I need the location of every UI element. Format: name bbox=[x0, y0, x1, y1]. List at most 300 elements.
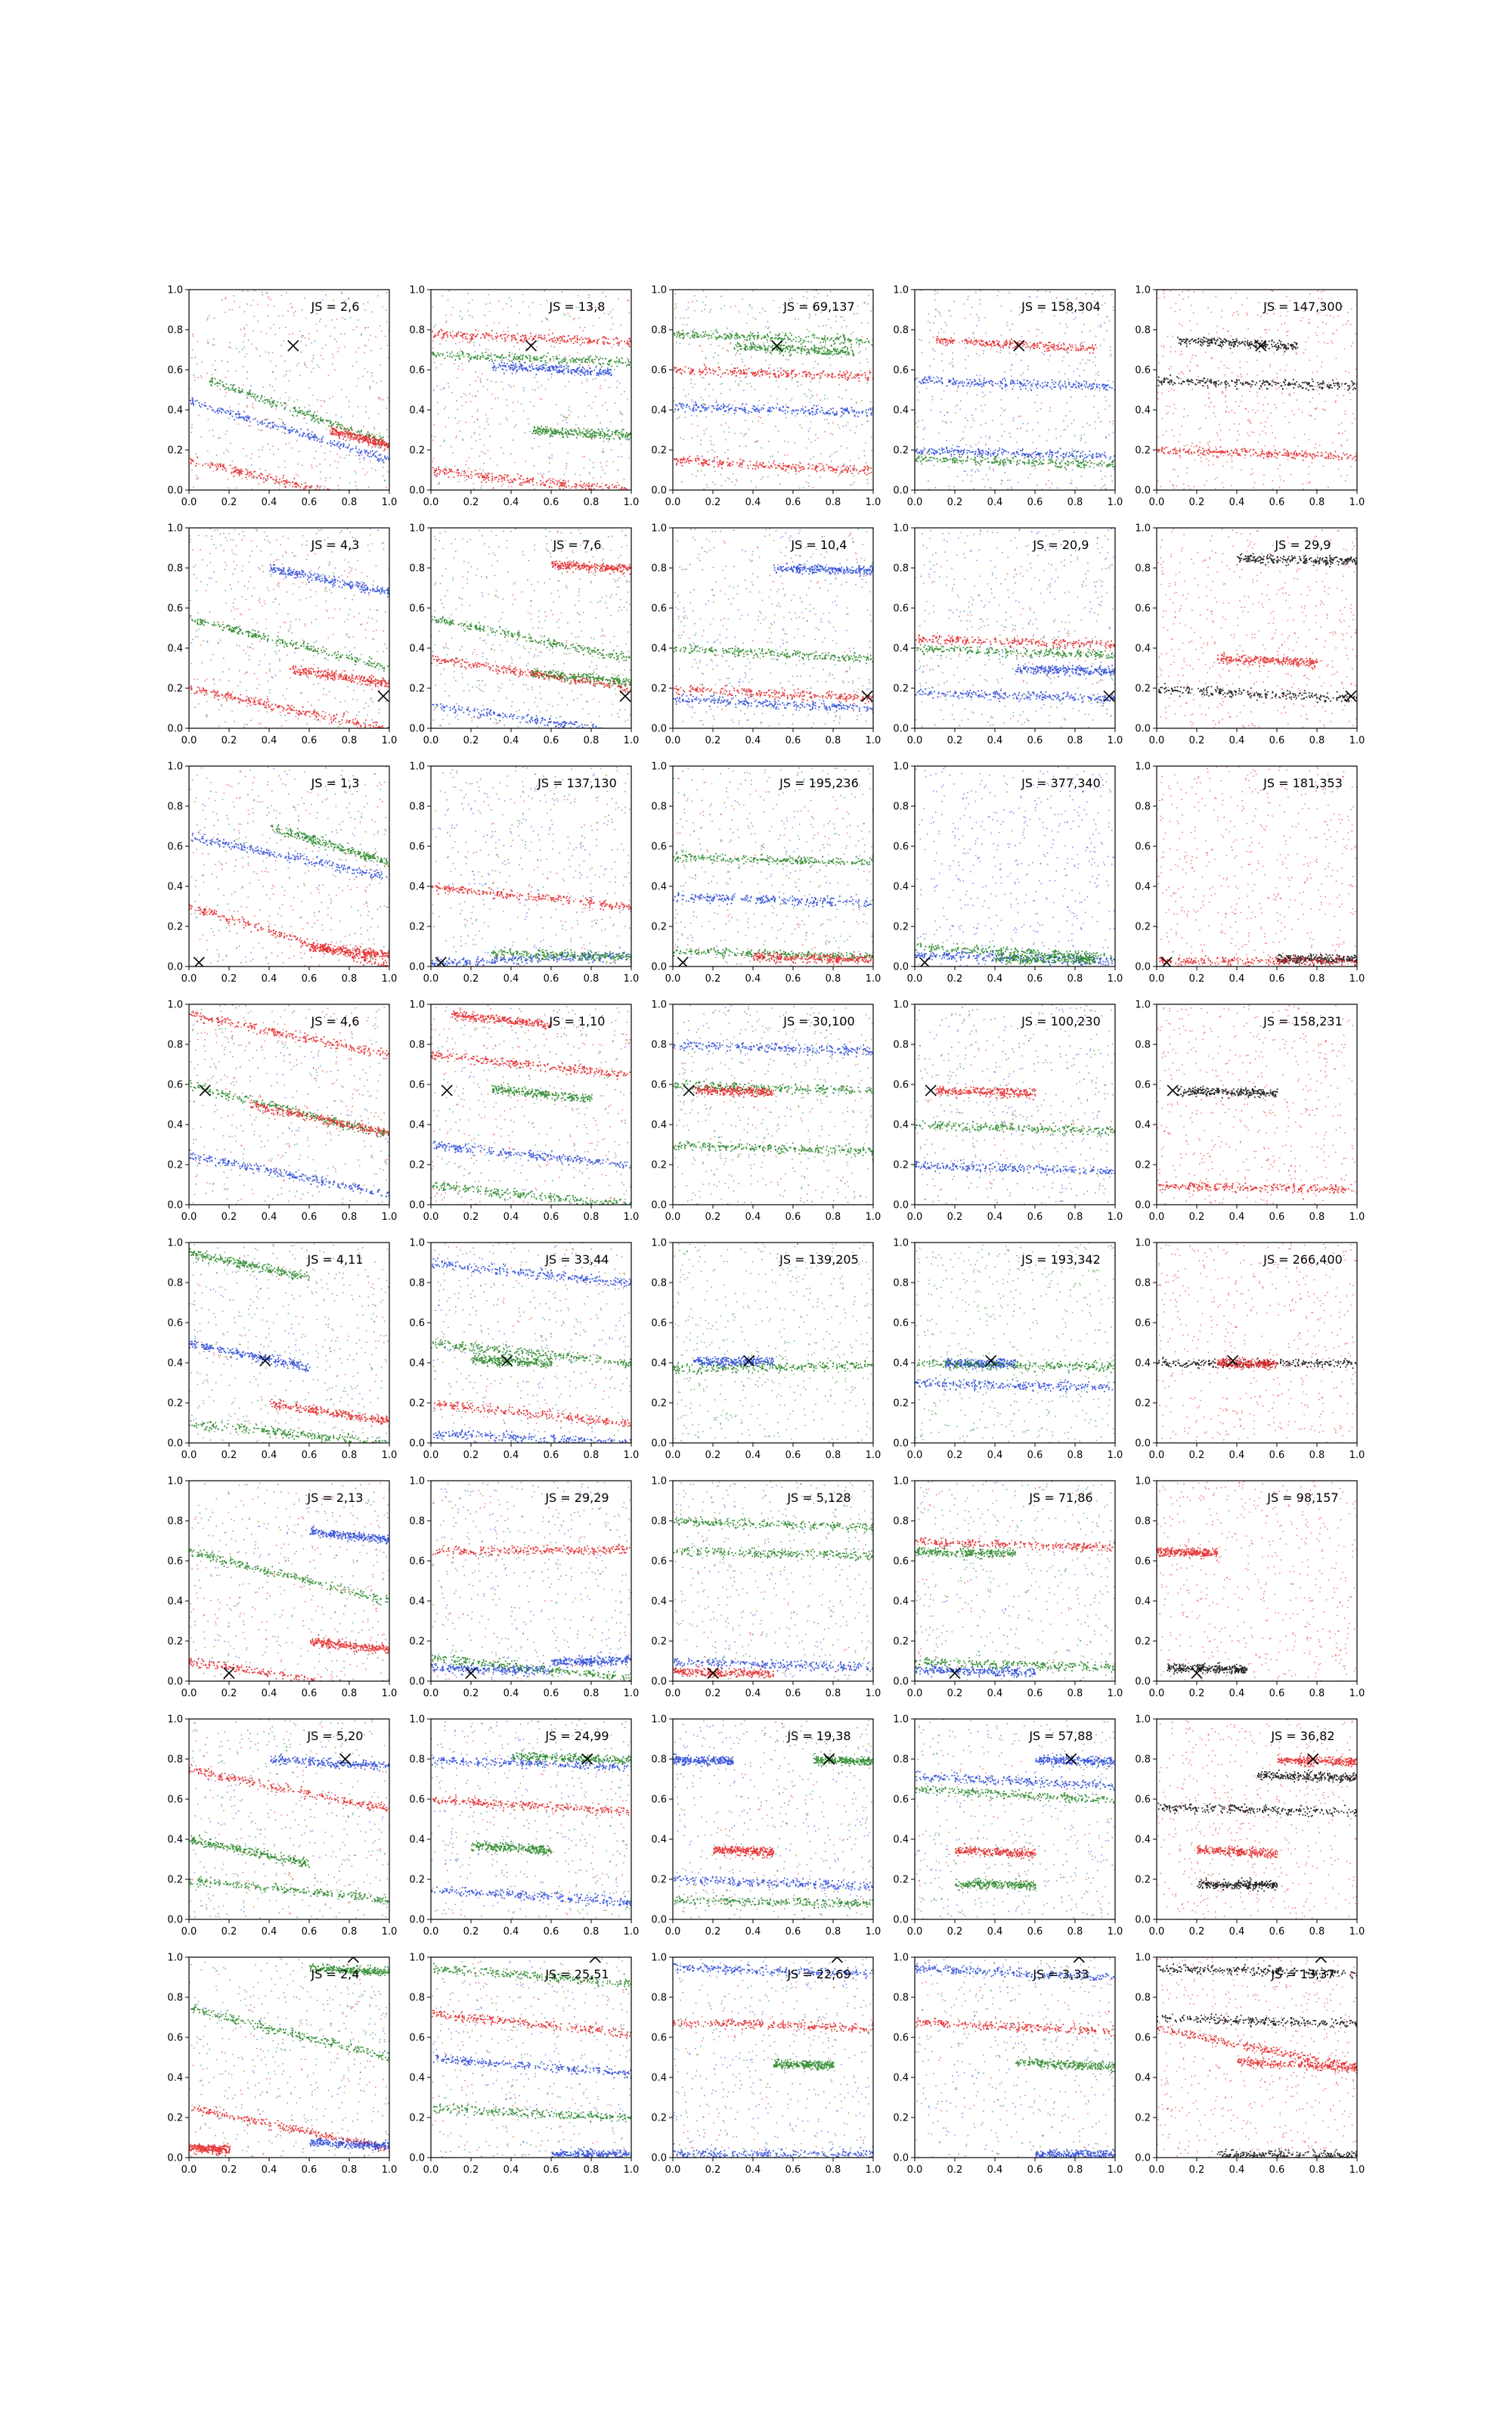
y-tick-label: 0.4 bbox=[1135, 2072, 1151, 2084]
x-tick-label: 0.8 bbox=[825, 2164, 841, 2176]
x-tick-label: 0.2 bbox=[463, 1688, 479, 1699]
x-tick-label: 0.6 bbox=[1269, 2164, 1285, 2176]
y-tick-label: 0.2 bbox=[893, 1636, 909, 1648]
x-tick-label: 1.0 bbox=[1349, 1926, 1365, 1938]
x-tick-label: 0.8 bbox=[583, 1688, 600, 1699]
x-tick-label: 0.8 bbox=[1067, 1926, 1083, 1938]
y-tick-label: 0.8 bbox=[409, 324, 425, 337]
x-tick-label: 0.8 bbox=[583, 1450, 600, 1461]
js-annotation: JS = 158,231 bbox=[1263, 1014, 1343, 1028]
y-tick-label: 0.4 bbox=[893, 1834, 909, 1846]
x-tick-label: 0.6 bbox=[301, 1212, 318, 1223]
js-annotation: JS = 29,29 bbox=[545, 1491, 609, 1505]
x-tick-label: 0.4 bbox=[987, 1926, 1003, 1938]
x-tick-label: 0.0 bbox=[1148, 497, 1165, 508]
y-tick-label: 0.6 bbox=[893, 603, 909, 615]
y-tick-label: 0.6 bbox=[167, 1556, 183, 1568]
x-tick-label: 0.0 bbox=[181, 1926, 197, 1938]
y-tick-label: 0.4 bbox=[893, 405, 909, 417]
y-tick-label: 0.6 bbox=[651, 1556, 667, 1568]
x-tick-label: 1.0 bbox=[381, 2164, 398, 2176]
y-tick-label: 0.8 bbox=[1135, 1516, 1151, 1528]
y-tick-label: 1.0 bbox=[167, 1237, 183, 1249]
y-tick-label: 0.0 bbox=[651, 1199, 667, 1212]
y-tick-label: 0.0 bbox=[167, 485, 183, 497]
y-tick-label: 0.0 bbox=[651, 1438, 667, 1450]
y-tick-label: 0.2 bbox=[409, 921, 425, 933]
x-tick-label: 0.4 bbox=[261, 1450, 277, 1461]
x-tick-label: 0.8 bbox=[341, 1450, 358, 1461]
x-tick-label: 0.6 bbox=[1269, 1688, 1285, 1699]
x-tick-label: 0.4 bbox=[745, 1212, 761, 1223]
x-tick-label: 0.6 bbox=[785, 1450, 801, 1461]
y-tick-label: 0.4 bbox=[893, 1119, 909, 1131]
x-tick-label: 1.0 bbox=[865, 497, 881, 508]
y-tick-label: 1.0 bbox=[893, 284, 909, 296]
x-tick-label: 0.4 bbox=[1228, 1926, 1245, 1938]
js-annotation: JS = 2,4 bbox=[311, 1967, 360, 1981]
y-tick-label: 0.0 bbox=[1135, 485, 1151, 497]
js-annotation: JS = 98,157 bbox=[1267, 1491, 1339, 1505]
y-tick-label: 0.8 bbox=[893, 1754, 909, 1766]
js-annotation: JS = 4,6 bbox=[311, 1014, 360, 1028]
x-tick-label: 0.8 bbox=[1309, 735, 1325, 746]
y-tick-label: 0.6 bbox=[1135, 1556, 1151, 1568]
y-tick-label: 0.4 bbox=[409, 1357, 425, 1370]
y-tick-label: 1.0 bbox=[167, 284, 183, 296]
x-tick-label: 0.4 bbox=[745, 497, 761, 508]
x-tick-label: 0.0 bbox=[906, 973, 923, 985]
y-tick-label: 0.8 bbox=[1135, 1992, 1151, 2004]
x-tick-label: 0.2 bbox=[1188, 497, 1205, 508]
y-tick-label: 0.8 bbox=[651, 563, 667, 575]
y-tick-label: 0.2 bbox=[893, 683, 909, 695]
y-tick-label: 0.0 bbox=[1135, 1676, 1151, 1688]
x-tick-label: 0.2 bbox=[947, 973, 963, 985]
x-tick-label: 0.8 bbox=[583, 1926, 600, 1938]
y-tick-label: 0.8 bbox=[1135, 1754, 1151, 1766]
x-tick-label: 0.6 bbox=[1027, 1688, 1043, 1699]
x-tick-label: 0.2 bbox=[221, 973, 237, 985]
x-tick-label: 1.0 bbox=[865, 2164, 881, 2176]
y-tick-label: 0.6 bbox=[167, 365, 183, 377]
y-tick-label: 0.4 bbox=[409, 881, 425, 893]
x-tick-label: 0.4 bbox=[745, 735, 761, 746]
y-tick-label: 0.2 bbox=[651, 921, 667, 933]
x-tick-label: 0.2 bbox=[221, 1212, 237, 1223]
x-tick-label: 0.8 bbox=[341, 1212, 358, 1223]
y-tick-label: 0.0 bbox=[1135, 1438, 1151, 1450]
x-tick-label: 0.0 bbox=[665, 1926, 681, 1938]
y-tick-label: 0.4 bbox=[167, 405, 183, 417]
x-tick-label: 0.0 bbox=[423, 973, 439, 985]
x-tick-label: 0.8 bbox=[583, 973, 600, 985]
y-tick-label: 0.0 bbox=[893, 485, 909, 497]
x-tick-label: 1.0 bbox=[623, 973, 640, 985]
x-tick-label: 0.0 bbox=[906, 1688, 923, 1699]
js-annotation: JS = 181,353 bbox=[1263, 776, 1343, 790]
y-tick-label: 0.0 bbox=[167, 1199, 183, 1212]
x-tick-label: 0.4 bbox=[261, 2164, 277, 2176]
y-tick-label: 0.6 bbox=[1135, 2032, 1151, 2044]
x-tick-label: 1.0 bbox=[623, 735, 640, 746]
x-tick-label: 0.0 bbox=[665, 1450, 681, 1461]
y-tick-label: 1.0 bbox=[1135, 523, 1151, 535]
y-tick-label: 0.8 bbox=[1135, 1039, 1151, 1051]
y-tick-label: 0.4 bbox=[167, 1119, 183, 1131]
y-tick-label: 0.6 bbox=[409, 1794, 425, 1806]
x-tick-label: 0.8 bbox=[341, 2164, 358, 2176]
x-tick-label: 0.0 bbox=[181, 497, 197, 508]
x-tick-label: 0.0 bbox=[1148, 1688, 1165, 1699]
x-tick-label: 0.2 bbox=[705, 973, 721, 985]
x-tick-label: 0.0 bbox=[906, 2164, 923, 2176]
y-tick-label: 0.4 bbox=[409, 2072, 425, 2084]
y-tick-label: 0.4 bbox=[651, 405, 667, 417]
x-tick-label: 0.6 bbox=[1027, 1212, 1043, 1223]
js-annotation: JS = 19,38 bbox=[787, 1729, 851, 1743]
y-tick-label: 0.4 bbox=[1135, 643, 1151, 655]
x-tick-label: 0.0 bbox=[1148, 2164, 1165, 2176]
x-tick-label: 0.0 bbox=[665, 735, 681, 746]
x-tick-label: 0.6 bbox=[785, 1926, 801, 1938]
y-tick-label: 0.0 bbox=[651, 1676, 667, 1688]
y-tick-label: 1.0 bbox=[167, 999, 183, 1011]
x-tick-label: 0.0 bbox=[665, 497, 681, 508]
x-tick-label: 0.6 bbox=[1269, 735, 1285, 746]
y-tick-label: 0.0 bbox=[893, 1676, 909, 1688]
y-tick-label: 1.0 bbox=[651, 1237, 667, 1249]
y-tick-label: 0.2 bbox=[893, 2112, 909, 2124]
x-tick-label: 1.0 bbox=[1107, 735, 1123, 746]
x-tick-label: 0.2 bbox=[947, 1450, 963, 1461]
y-tick-label: 0.0 bbox=[167, 723, 183, 735]
x-tick-label: 0.6 bbox=[1027, 1926, 1043, 1938]
x-tick-label: 0.0 bbox=[181, 2164, 197, 2176]
y-tick-label: 0.8 bbox=[167, 1277, 183, 1289]
x-tick-label: 0.2 bbox=[947, 2164, 963, 2176]
y-tick-label: 0.8 bbox=[893, 1516, 909, 1528]
x-tick-label: 1.0 bbox=[865, 1450, 881, 1461]
y-tick-label: 0.2 bbox=[167, 1398, 183, 1410]
x-tick-label: 0.4 bbox=[261, 735, 277, 746]
y-tick-label: 1.0 bbox=[1135, 761, 1151, 773]
y-tick-label: 0.6 bbox=[1135, 603, 1151, 615]
js-annotation: JS = 13,37 bbox=[1271, 1967, 1335, 1981]
y-tick-label: 0.8 bbox=[167, 801, 183, 813]
x-tick-label: 0.4 bbox=[1228, 1450, 1245, 1461]
x-tick-label: 0.8 bbox=[583, 735, 600, 746]
js-annotation: JS = 4,11 bbox=[307, 1252, 364, 1267]
x-tick-label: 0.2 bbox=[463, 735, 479, 746]
y-tick-label: 0.2 bbox=[167, 1874, 183, 1886]
x-tick-label: 0.0 bbox=[423, 1688, 439, 1699]
x-tick-label: 0.4 bbox=[1228, 497, 1245, 508]
x-tick-label: 0.2 bbox=[705, 1212, 721, 1223]
y-tick-label: 0.8 bbox=[167, 324, 183, 337]
x-tick-label: 1.0 bbox=[1107, 2164, 1123, 2176]
y-tick-label: 0.4 bbox=[409, 405, 425, 417]
x-tick-label: 0.0 bbox=[1148, 973, 1165, 985]
y-tick-label: 0.0 bbox=[1135, 723, 1151, 735]
y-tick-label: 0.2 bbox=[1135, 1398, 1151, 1410]
y-tick-label: 0.6 bbox=[651, 603, 667, 615]
x-tick-label: 0.2 bbox=[1188, 2164, 1205, 2176]
x-tick-label: 0.6 bbox=[543, 1450, 559, 1461]
x-tick-label: 0.6 bbox=[543, 2164, 559, 2176]
x-tick-label: 1.0 bbox=[623, 2164, 640, 2176]
y-tick-label: 0.6 bbox=[409, 841, 425, 853]
y-tick-label: 0.4 bbox=[651, 1119, 667, 1131]
x-tick-label: 1.0 bbox=[1107, 973, 1123, 985]
y-tick-label: 0.0 bbox=[1135, 961, 1151, 973]
x-tick-label: 0.8 bbox=[1067, 2164, 1083, 2176]
y-tick-label: 0.8 bbox=[409, 1754, 425, 1766]
y-tick-label: 0.8 bbox=[651, 324, 667, 337]
x-tick-label: 0.8 bbox=[341, 1926, 358, 1938]
x-tick-label: 0.4 bbox=[987, 973, 1003, 985]
y-tick-label: 0.6 bbox=[893, 1317, 909, 1329]
y-tick-label: 1.0 bbox=[409, 1952, 425, 1964]
x-tick-label: 1.0 bbox=[1349, 1450, 1365, 1461]
y-tick-label: 0.4 bbox=[1135, 881, 1151, 893]
y-tick-label: 1.0 bbox=[893, 761, 909, 773]
y-tick-label: 0.0 bbox=[1135, 2152, 1151, 2164]
x-tick-label: 0.8 bbox=[1309, 1450, 1325, 1461]
x-tick-label: 0.6 bbox=[1269, 1450, 1285, 1461]
x-tick-label: 1.0 bbox=[381, 1212, 398, 1223]
y-tick-label: 0.2 bbox=[409, 1636, 425, 1648]
x-tick-label: 0.2 bbox=[705, 1688, 721, 1699]
x-tick-label: 0.0 bbox=[906, 1926, 923, 1938]
x-tick-label: 0.8 bbox=[1309, 497, 1325, 508]
y-tick-label: 0.6 bbox=[893, 841, 909, 853]
y-tick-label: 0.8 bbox=[1135, 324, 1151, 337]
x-tick-label: 1.0 bbox=[865, 1926, 881, 1938]
x-tick-label: 0.8 bbox=[341, 1688, 358, 1699]
y-tick-label: 0.2 bbox=[893, 1398, 909, 1410]
y-tick-label: 0.0 bbox=[167, 1676, 183, 1688]
x-tick-label: 1.0 bbox=[623, 1450, 640, 1461]
y-tick-label: 1.0 bbox=[409, 1237, 425, 1249]
x-tick-label: 0.0 bbox=[906, 1450, 923, 1461]
y-tick-label: 0.8 bbox=[167, 1992, 183, 2004]
y-tick-label: 1.0 bbox=[893, 999, 909, 1011]
x-tick-label: 0.6 bbox=[1269, 973, 1285, 985]
js-annotation: JS = 30,100 bbox=[783, 1014, 855, 1028]
y-tick-label: 0.4 bbox=[893, 1596, 909, 1608]
y-tick-label: 0.8 bbox=[651, 1039, 667, 1051]
x-tick-label: 1.0 bbox=[1107, 1450, 1123, 1461]
y-tick-label: 0.2 bbox=[167, 1636, 183, 1648]
x-tick-label: 1.0 bbox=[1349, 2164, 1365, 2176]
y-tick-label: 0.6 bbox=[409, 1556, 425, 1568]
js-annotation: JS = 137,130 bbox=[538, 776, 617, 790]
x-tick-label: 0.8 bbox=[825, 1926, 841, 1938]
x-tick-label: 0.2 bbox=[705, 2164, 721, 2176]
y-tick-label: 0.4 bbox=[893, 1357, 909, 1370]
y-tick-label: 0.0 bbox=[651, 485, 667, 497]
y-tick-label: 1.0 bbox=[409, 523, 425, 535]
x-tick-label: 1.0 bbox=[623, 1926, 640, 1938]
x-tick-label: 0.6 bbox=[301, 497, 318, 508]
y-tick-label: 1.0 bbox=[1135, 1952, 1151, 1964]
js-annotation: JS = 33,44 bbox=[545, 1252, 609, 1267]
y-tick-label: 0.2 bbox=[1135, 1636, 1151, 1648]
y-tick-label: 0.0 bbox=[167, 2152, 183, 2164]
y-tick-label: 0.8 bbox=[409, 1992, 425, 2004]
y-tick-label: 0.8 bbox=[409, 1039, 425, 1051]
x-tick-label: 0.6 bbox=[1027, 735, 1043, 746]
y-tick-label: 0.4 bbox=[651, 1834, 667, 1846]
x-tick-label: 0.6 bbox=[1269, 1212, 1285, 1223]
x-tick-label: 0.2 bbox=[463, 2164, 479, 2176]
y-tick-label: 1.0 bbox=[1135, 1237, 1151, 1249]
x-tick-label: 0.2 bbox=[463, 1212, 479, 1223]
js-annotation: JS = 25,51 bbox=[545, 1967, 609, 1981]
x-tick-label: 0.4 bbox=[503, 2164, 519, 2176]
y-tick-label: 0.6 bbox=[1135, 365, 1151, 377]
y-tick-label: 0.4 bbox=[167, 1834, 183, 1846]
x-tick-label: 0.6 bbox=[1269, 1926, 1285, 1938]
y-tick-label: 0.6 bbox=[167, 1794, 183, 1806]
y-tick-label: 0.6 bbox=[167, 841, 183, 853]
x-tick-label: 0.6 bbox=[301, 973, 318, 985]
x-tick-label: 0.8 bbox=[1309, 973, 1325, 985]
x-tick-label: 0.4 bbox=[261, 973, 277, 985]
y-tick-label: 0.2 bbox=[167, 445, 183, 457]
x-tick-label: 0.2 bbox=[463, 1450, 479, 1461]
y-tick-label: 0.0 bbox=[167, 1914, 183, 1926]
x-tick-label: 0.4 bbox=[261, 1926, 277, 1938]
y-tick-label: 0.0 bbox=[651, 723, 667, 735]
x-tick-label: 0.4 bbox=[503, 1450, 519, 1461]
x-tick-label: 0.8 bbox=[341, 973, 358, 985]
y-tick-label: 0.2 bbox=[409, 1398, 425, 1410]
y-tick-label: 0.6 bbox=[651, 841, 667, 853]
x-tick-label: 0.6 bbox=[301, 2164, 318, 2176]
y-tick-label: 0.0 bbox=[409, 1676, 425, 1688]
y-tick-label: 0.6 bbox=[893, 365, 909, 377]
js-annotation: JS = 4,3 bbox=[311, 538, 360, 552]
y-tick-label: 0.0 bbox=[167, 961, 183, 973]
y-tick-label: 1.0 bbox=[1135, 1714, 1151, 1726]
y-tick-label: 0.8 bbox=[167, 1039, 183, 1051]
y-tick-label: 1.0 bbox=[409, 761, 425, 773]
y-tick-label: 0.8 bbox=[1135, 801, 1151, 813]
x-tick-label: 0.0 bbox=[906, 1212, 923, 1223]
x-tick-label: 0.0 bbox=[906, 735, 923, 746]
x-tick-label: 0.4 bbox=[261, 497, 277, 508]
y-tick-label: 0.8 bbox=[893, 1277, 909, 1289]
y-tick-label: 0.6 bbox=[651, 1317, 667, 1329]
x-tick-label: 1.0 bbox=[623, 1688, 640, 1699]
y-tick-label: 0.2 bbox=[409, 683, 425, 695]
x-tick-label: 0.4 bbox=[1228, 1212, 1245, 1223]
y-tick-label: 0.6 bbox=[893, 2032, 909, 2044]
x-tick-label: 0.0 bbox=[423, 735, 439, 746]
x-tick-label: 0.4 bbox=[745, 1926, 761, 1938]
x-tick-label: 0.2 bbox=[705, 497, 721, 508]
x-tick-label: 0.0 bbox=[423, 1926, 439, 1938]
x-tick-label: 0.4 bbox=[745, 1688, 761, 1699]
y-tick-label: 0.0 bbox=[893, 1438, 909, 1450]
x-tick-label: 1.0 bbox=[381, 1926, 398, 1938]
js-annotation: JS = 147,300 bbox=[1263, 299, 1343, 314]
y-tick-label: 0.2 bbox=[893, 1874, 909, 1886]
y-tick-label: 0.8 bbox=[651, 1992, 667, 2004]
y-tick-label: 0.4 bbox=[1135, 1119, 1151, 1131]
js-annotation: JS = 195,236 bbox=[779, 776, 859, 790]
js-annotation: JS = 5,128 bbox=[787, 1491, 851, 1505]
x-tick-label: 0.0 bbox=[665, 2164, 681, 2176]
y-tick-label: 1.0 bbox=[409, 1714, 425, 1726]
js-annotation: JS = 1,3 bbox=[311, 776, 360, 790]
y-tick-label: 1.0 bbox=[1135, 284, 1151, 296]
y-tick-label: 0.4 bbox=[893, 881, 909, 893]
y-tick-label: 0.6 bbox=[409, 2032, 425, 2044]
x-tick-label: 0.8 bbox=[825, 973, 841, 985]
y-tick-label: 1.0 bbox=[409, 999, 425, 1011]
y-tick-label: 0.8 bbox=[893, 801, 909, 813]
x-tick-label: 0.8 bbox=[583, 1212, 600, 1223]
x-tick-label: 0.6 bbox=[301, 1926, 318, 1938]
y-tick-label: 0.8 bbox=[893, 1039, 909, 1051]
x-tick-label: 0.8 bbox=[1067, 1688, 1083, 1699]
y-tick-label: 0.4 bbox=[651, 2072, 667, 2084]
y-tick-label: 0.0 bbox=[893, 723, 909, 735]
js-annotation: JS = 36,82 bbox=[1271, 1729, 1335, 1743]
y-tick-label: 0.8 bbox=[1135, 563, 1151, 575]
x-tick-label: 0.6 bbox=[785, 973, 801, 985]
x-tick-label: 0.8 bbox=[583, 497, 600, 508]
x-tick-label: 0.0 bbox=[665, 1688, 681, 1699]
x-tick-label: 0.4 bbox=[503, 1688, 519, 1699]
y-tick-label: 0.8 bbox=[409, 801, 425, 813]
y-tick-label: 1.0 bbox=[651, 999, 667, 1011]
x-tick-label: 0.2 bbox=[221, 1688, 237, 1699]
x-tick-label: 0.8 bbox=[1309, 1212, 1325, 1223]
y-tick-label: 0.2 bbox=[409, 2112, 425, 2124]
y-tick-label: 0.0 bbox=[893, 1199, 909, 1212]
y-tick-label: 0.6 bbox=[1135, 1317, 1151, 1329]
x-tick-label: 0.2 bbox=[947, 497, 963, 508]
x-tick-label: 0.0 bbox=[906, 497, 923, 508]
x-tick-label: 1.0 bbox=[1107, 1926, 1123, 1938]
y-tick-label: 1.0 bbox=[167, 1952, 183, 1964]
y-tick-label: 0.2 bbox=[409, 445, 425, 457]
y-tick-label: 0.4 bbox=[167, 1357, 183, 1370]
x-tick-label: 1.0 bbox=[865, 973, 881, 985]
x-tick-label: 0.8 bbox=[1309, 1926, 1325, 1938]
y-tick-label: 0.2 bbox=[409, 1874, 425, 1886]
y-tick-label: 0.2 bbox=[1135, 2112, 1151, 2124]
js-annotation: JS = 22,69 bbox=[787, 1967, 851, 1981]
y-tick-label: 0.2 bbox=[651, 1159, 667, 1171]
x-tick-label: 1.0 bbox=[381, 1688, 398, 1699]
y-tick-label: 0.2 bbox=[167, 1159, 183, 1171]
x-tick-label: 0.2 bbox=[221, 735, 237, 746]
x-tick-label: 0.2 bbox=[1188, 1688, 1205, 1699]
x-tick-label: 1.0 bbox=[623, 1212, 640, 1223]
js-annotation: JS = 2,13 bbox=[307, 1491, 364, 1505]
x-tick-label: 1.0 bbox=[1349, 1688, 1365, 1699]
x-tick-label: 0.6 bbox=[785, 735, 801, 746]
y-tick-label: 0.6 bbox=[893, 1794, 909, 1806]
y-tick-label: 0.2 bbox=[651, 1398, 667, 1410]
y-tick-label: 0.8 bbox=[1135, 1277, 1151, 1289]
x-tick-label: 1.0 bbox=[1349, 973, 1365, 985]
